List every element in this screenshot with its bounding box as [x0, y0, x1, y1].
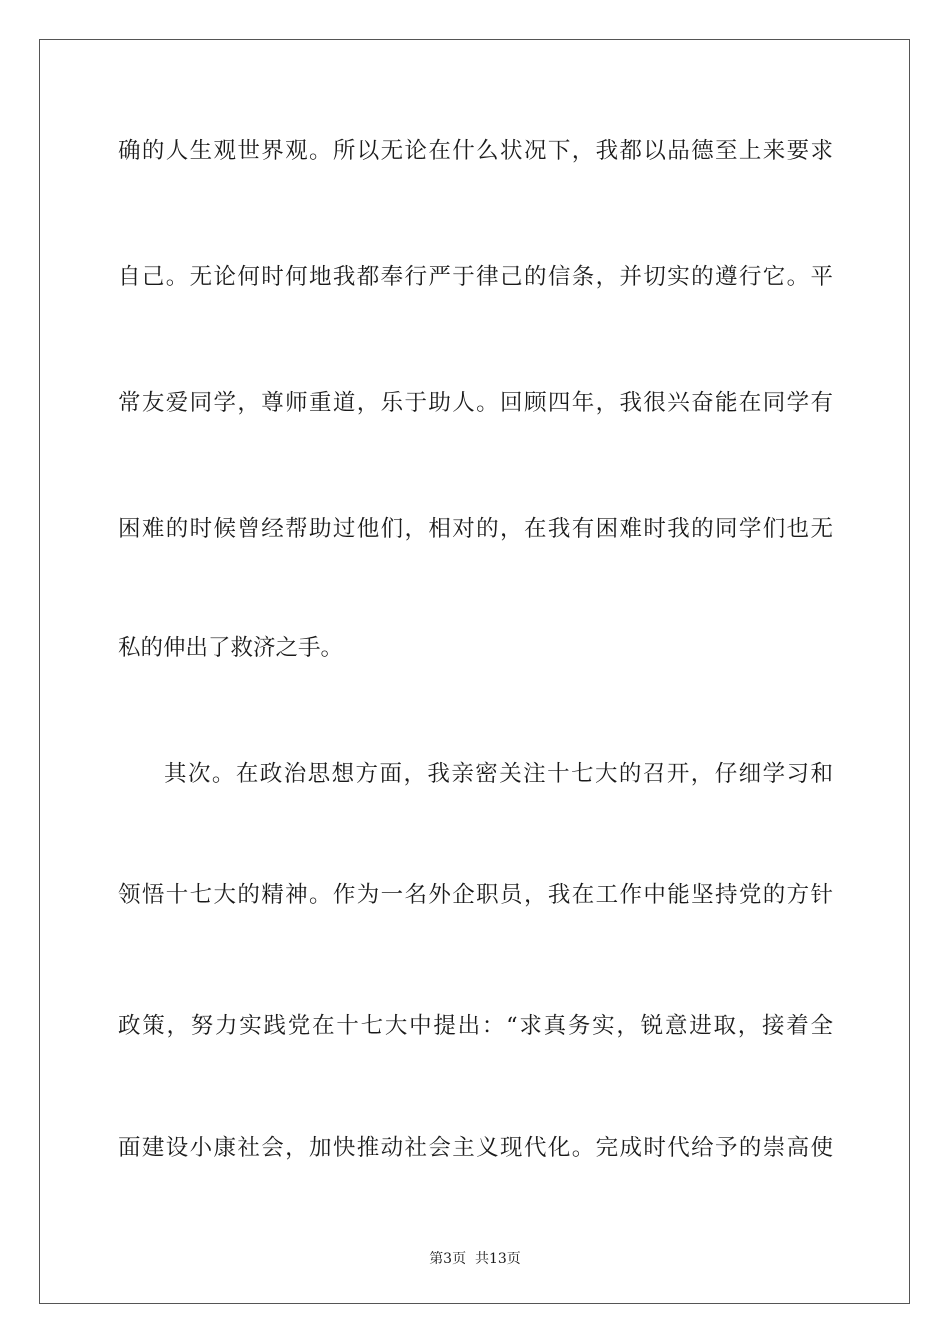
- paragraph-line: 常友爱同学，尊师重道，乐于助人。回顾四年，我很兴奋能在同学有: [118, 390, 833, 416]
- page-number-footer: 第3页 共13页: [429, 1251, 521, 1267]
- paragraph-line: 面建设小康社会，加快推动社会主义现代化。完成时代给予的崇高使: [118, 1135, 833, 1161]
- paragraph-line: 确的人生观世界观。所以无论在什么状况下，我都以品德至上来要求: [118, 138, 833, 164]
- paragraph-line: 困难的时候曾经帮助过他们，相对的，在我有困难时我的同学们也无: [118, 516, 833, 542]
- paragraph-line: 私的伸出了救济之手。: [118, 635, 344, 661]
- page-border: [39, 39, 910, 1304]
- paragraph-line: 政策，努力实践党在十七大中提出：“求真务实，锐意进取，接着全: [118, 1013, 833, 1039]
- paragraph-line: 其次。在政治思想方面，我亲密关注十七大的召开，仔细学习和: [164, 761, 833, 787]
- paragraph-line: 领悟十七大的精神。作为一名外企职员，我在工作中能坚持党的方针: [118, 882, 833, 908]
- paragraph-line: 自己。无论何时何地我都奉行严于律己的信条，并切实的遵行它。平: [118, 264, 833, 290]
